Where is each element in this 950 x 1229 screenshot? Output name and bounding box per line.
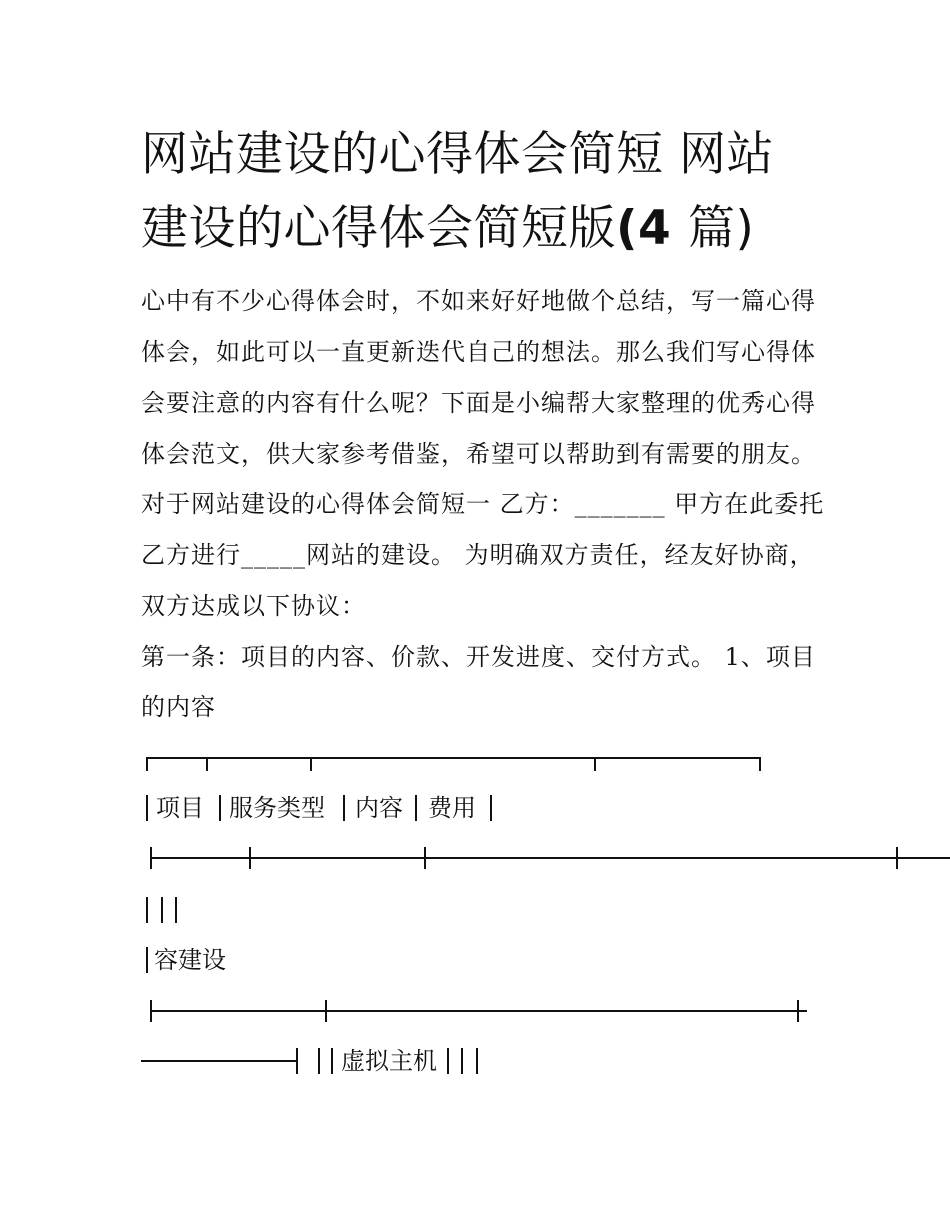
header-cell-item: 项目 [156,794,204,822]
title-line-2: 建设的心得体会简短版 [141,201,616,256]
intro-line-1: 心中有不少心得体会时，不如来好好地做个总结，写一篇心得 [141,287,816,315]
header-cell-service-type: 服务类型 [229,794,325,822]
document-title [141,118,841,266]
title-line-2-count: (4 [616,201,689,256]
header-cell-fee: 费用 [428,794,476,822]
title-line-1: 网站建设的心得体会简短 网站 [141,127,774,182]
intro-line-4: 体会范文，供大家参考借鉴，希望可以帮助到有需要的朋友。 [141,440,816,468]
article-line-1: 第一条：项目的内容、价款、开发进度、交付方式。 1、项目 [141,643,816,671]
header-cell-content: 内容 [355,794,403,822]
article-line-2: 的内容 [141,693,216,721]
row2-cell-content: 容建设 [154,946,226,974]
intro-line-2: 体会，如此可以一直更新迭代自己的想法。那么我们写心得体 [141,338,816,366]
title-line-2-end: 篇) [688,201,755,256]
intro-line-3: 会要注意的内容有什么呢？下面是小编帮大家整理的优秀心得 [141,389,816,417]
intro-line-5: 对于网站建设的心得体会简短一 乙方：_______ 甲方在此委托 [141,490,825,518]
intro-line-6: 乙方进行_____网站的建设。 为明确双方责任，经友好协商， [141,541,815,569]
intro-line-7: 双方达成以下协议： [141,592,366,620]
row3-cell-virtual-host: 虚拟主机 [341,1047,437,1075]
